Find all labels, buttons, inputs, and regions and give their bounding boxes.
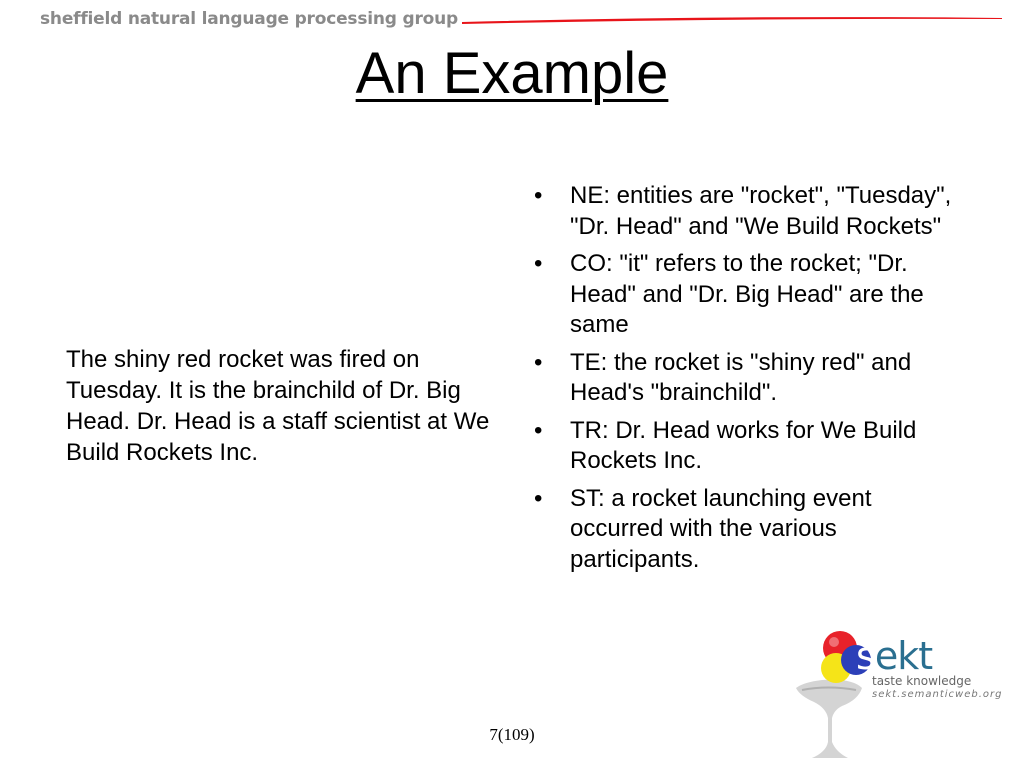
sekt-logo [792,630,1022,768]
bullet-item [530,249,970,341]
logo-rest: ekt [874,634,933,678]
logo-tagline: taste knowledge [872,674,972,688]
bullet-icon: • [534,348,543,376]
bullet-icon: • [534,484,543,512]
page-number: 7(109) [489,725,535,744]
bullet-icon: • [534,250,543,277]
bullet-text: TR: Dr. Head works for We Build Rockets Inc. [570,416,917,474]
logo-wordmark [856,634,932,678]
header-accent-line [462,14,1002,26]
bullet-item [530,484,970,576]
bullet-item [530,416,970,477]
logo-s: s [856,634,875,678]
bullet-icon: • [534,182,543,209]
slide-title [0,38,1024,110]
bullet-list [530,181,970,582]
bullet-text: NE: entities are "rocket", "Tuesday", "Dr. Head" and "We Build Rockets" [570,182,952,240]
example-text: The shiny red rocket was fired on Tuesday. It is the brainchild of Dr. Big Head. Dr. Head is a staff scientist at We Build Rockets Inc. [66,346,490,466]
logo-url: sekt.semanticweb.org [872,689,1003,700]
bullet-item [530,348,970,409]
bullet-text: CO: "it" refers to the rocket; "Dr. Head" and "Dr. Big Head" are the same [570,250,924,338]
header-brand: sheffield natural language processing group [40,9,458,29]
bullet-text: TE: the rocket is "shiny red" and Head's "brainchild". [570,348,912,406]
slide-title-text: An Example [355,41,669,106]
bullet-text: ST: a rocket launching event occurred with the various participants. [570,484,872,573]
bullet-item [530,181,970,242]
bullet-icon: • [534,416,543,444]
